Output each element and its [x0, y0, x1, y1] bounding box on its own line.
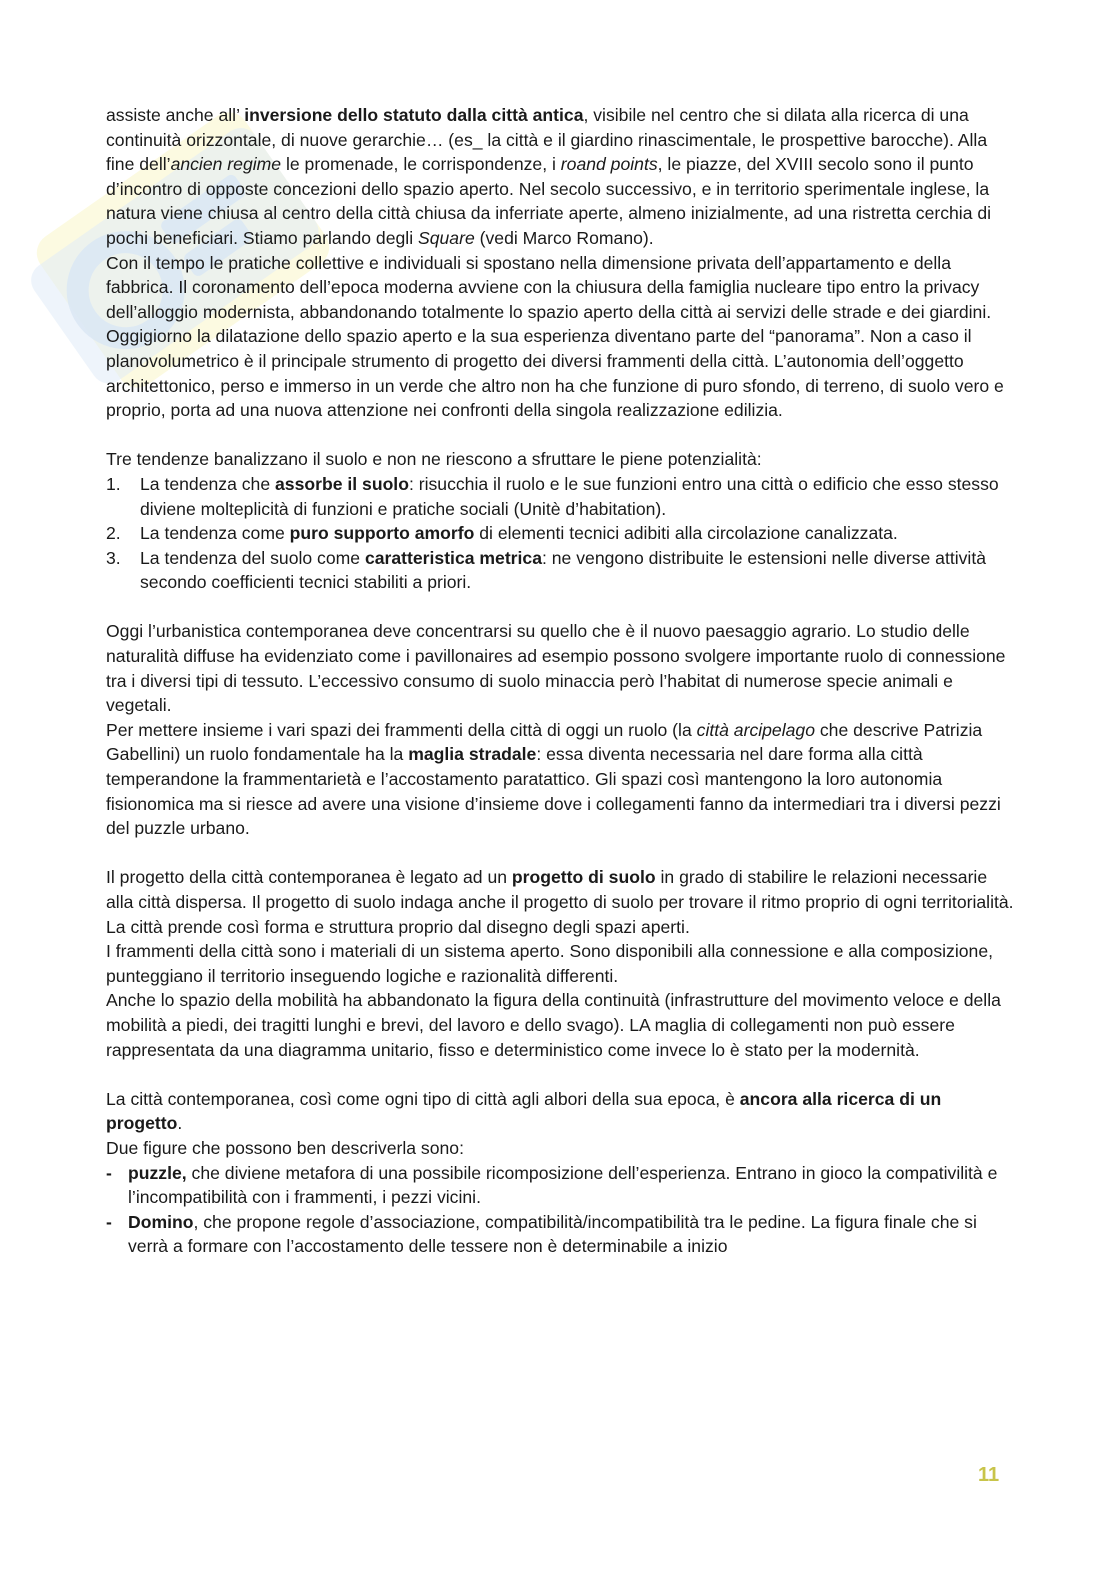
list-item: 2. La tendenza come puro supporto amorfo di elementi tecnici adibiti alla circolazione canalizzata. — [106, 523, 898, 544]
paragraph: Con il tempo le pratiche collettive e individuali si spostano nella dimensione privata dell’appartamento e della fabbrica. Il coronamento dell’epoca moderna avviene con la chiusura della famiglia nucleare tipo entro la privacy dell’alloggio modernista, abbandonando totalmente lo spazio aperto della città ai servizi delle strade e dei giardini. — [106, 252, 992, 322]
document-body — [106, 103, 1016, 1259]
paragraph: Oggigiorno la dilatazione dello spazio aperto e la sua esperienza diventano parte del “panorama”. Non a caso il planovolumetrico è il principale strumento di progetto dei diversi frammenti della città. L’autonomia dell’oggetto architettonico, perso e immerso in un verde che altro non ha che funzione di puro sfondo, di terreno, di suolo vero e proprio, porta ad una nuova attenzione nei confronti della singola realizzazione edilizia. — [106, 326, 1004, 421]
paragraph: Due figure che possono ben descriverla sono: — [106, 1137, 464, 1158]
paragraph: assiste anche all’ inversione dello statuto dalla città antica, visibile nel centro che si dilata alla ricerca di una continuità orizzontale, di nuove gerarchie… (es_ la città e il giardino rinascimentale, le prospettive barocche). Alla fine dell’ancien regime le promenade, le corrispondenze, i roand points, le piazze, del XVIII secolo sono il punto d’incontro di opposte concezioni dello spazio aperto. Nel secolo successivo, e in territorio sperimentale inglese, la natura viene chiusa al centro della città chiusa da inferriate aperte, almeno inizialmente, ad una ristretta cerchia di pochi beneficiari. Stiamo parlando degli Square (vedi Marco Romano). — [106, 105, 992, 248]
paragraph: La città contemporanea, così come ogni tipo di città agli albori della sua epoca, è ancora alla ricerca di un progetto. — [106, 1088, 942, 1134]
list-item: - Domino, che propone regole d’associazione, compatibilità/incompatibilità tra le pedine. La figura finale che si verrà a formare con l’accostamento delle tessere non è determinabile a inizio — [106, 1211, 977, 1257]
page-number: 11 — [978, 1464, 1000, 1486]
list-item: 3. La tendenza del suolo come caratteristica metrica: ne vengono distribuite le estensioni nelle diverse attività secondo coefficienti tecnici stabiliti a priori. — [106, 547, 987, 593]
dash-list — [106, 1161, 1016, 1259]
paragraph: Il progetto della città contemporanea è legato ad un progetto di suolo in grado di stabilire le relazioni necessarie alla città dispersa. Il progetto di suolo indaga anche il progetto di suolo per trovare il ritmo proprio di ogni territorialità. La città prende così forma e struttura proprio dal disegno degli spazi aperti. — [106, 867, 1014, 937]
paragraph: Oggi l’urbanistica contemporanea deve concentrarsi su quello che è il nuovo paesaggio agrario. Lo studio delle naturalità diffuse ha evidenziato come i pavillonaires ad esempio possono svolgere importante ruolo di connessione tra i diversi tipi di tessuto. L’eccessivo consumo di suolo minaccia però l’habitat di numerose specie animali e vegetali. — [106, 621, 1006, 716]
list-item: - puzzle, che diviene metafora di una possibile ricomposizione dell’esperienza. Entrano in gioco la compativilità e l’incompatibilità con i frammenti, i pezzi vicini. — [106, 1162, 998, 1208]
paragraph: I frammenti della città sono i materiali di un sistema aperto. Sono disponibili alla connessione e alla composizione, punteggiano il territorio inseguendo logiche e razionalità differenti. — [106, 941, 993, 986]
numbered-list — [106, 472, 1016, 595]
list-item: 1. La tendenza che assorbe il suolo: risucchia il ruolo e le sue funzioni entro una città o edificio che esso stesso diviene molteplicità di funzioni e pratiche sociali (Unitè d’habitation). — [106, 473, 999, 519]
paragraph: Anche lo spazio della mobilità ha abbandonato la figura della continuità (infrastrutture del movimento veloce e della mobilità a piedi, dei tragitti lunghi e brevi, del lavoro e dello svago). LA maglia di collegamenti non può essere rappresentata da una diagramma unitario, fisso e deterministico come invece lo è stato per la modernità. — [106, 990, 1001, 1060]
list-intro: Tre tendenze banalizzano il suolo e non ne riescono a sfruttare le piene potenzialità: — [106, 449, 762, 470]
paragraph: Per mettere insieme i vari spazi dei frammenti della città di oggi un ruolo (la città arcipelago che descrive Patrizia Gabellini) un ruolo fondamentale ha la maglia stradale: essa diventa necessaria nel dare forma alla città temperandone la frammentarietà e l’accostamento paratattico. Gli spazi così mantengono la loro autonomia fisionomica ma si riesce ad avere una visione d’insieme dove i collegamenti fanno da intermediari tra i diversi pezzi del puzzle urbano. — [106, 719, 1001, 839]
